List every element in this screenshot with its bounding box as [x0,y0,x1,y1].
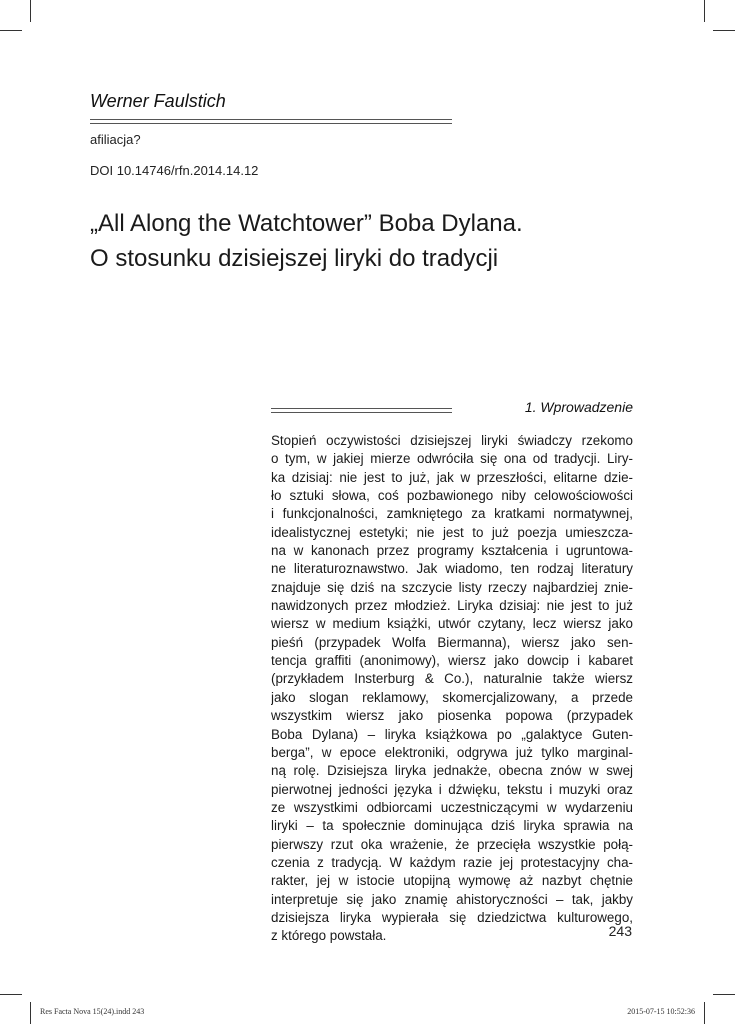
crop-mark [30,1002,31,1024]
text-line: pierwotnej jedności języka i dźwięku, tekstu i muzyki oraz [271,781,633,797]
author-rule [90,119,452,124]
text-line: ło sztuki słowa, coś pozbawionego niby celowościowości [271,488,633,504]
crop-mark [713,994,735,995]
author-name: Werner Faulstich [90,91,226,111]
doi: DOI 10.14746/rfn.2014.14.12 [90,163,259,178]
text-line: nawidzonych przez młodzież. Liryka dzisiaj: nie jest to już [271,598,633,614]
text-line: wiersz w medium książki, utwór czytany, lecz wiersz jako [271,616,633,632]
text-line: Stopień oczywistości dzisiejszej liryki świadczy rzekomo [271,433,633,448]
page-number: 243 [608,923,632,939]
crop-mark [704,0,705,22]
affiliation: afiliacja? [90,132,141,147]
text-line: i funkcjonalności, zamkniętego za kratkami normatywnej, [271,506,633,522]
text-line: wszystkim wiersz jako piosenka popowa (przypadek [271,708,633,724]
file-slug: Res Facta Nova 15(24).indd 243 [40,1007,145,1016]
section-heading: 1. Wprowadzenie [524,399,633,415]
text-line: ze wszystkimi odbiorcami uczestniczącymi w wydarzeniu [271,799,633,815]
text-line: na w kanonach przez programy kształcenia i ugruntowa- [271,543,633,559]
text-line: ną rolę. Dzisiejsza liryka jednakże, obecna znów w swej [271,763,633,779]
crop-mark [704,1002,705,1024]
text-line: czenia z tradycją. W każdym razie jej protestacyjny cha- [271,854,633,870]
text-line: berga”, w epoce elektroniki, odgrywa już tylko marginal- [271,744,633,760]
text-line: (przykładem Insterburg & Co.), naturalnie także wiersz [271,671,633,687]
text-line: Boba Dylana) – liryka książkowa po „galaktyce Guten- [271,726,633,742]
text-line: ka dzisiaj: nie jest to już, jak w przeszłości, elitarne dzie- [271,469,633,485]
text-line: idealistycznej estetyki; nie jest to już poezja umieszcza- [271,524,633,540]
crop-mark [30,0,31,22]
section-rule [271,408,452,413]
crop-mark [0,30,22,31]
text-line: liryki – ta społecznie dominująca dziś liryka sprawia na [271,818,633,834]
crop-mark [0,994,22,995]
print-timestamp: 2015-07-15 10:52:36 [627,1007,695,1016]
article-title [90,206,650,276]
text-line: tencja graffiti (anonimowy), wiersz jako dowcip i kabaret [271,653,633,669]
text-line: z którego powstała. [271,928,387,944]
text-line: interpretuje się jako znamię ahistoryczności – tak, jakby [271,891,633,907]
text-line: jako slogan reklamowy, skomercjalizowany, a przede [271,689,633,705]
title-line: O stosunku dzisiejszej liryki do tradycji [90,245,499,272]
text-line: znajduje się dziś na szczycie listy rzeczy najbardziej znie- [271,579,633,595]
text-line: pieśń (przypadek Wolfa Biermanna), wiersz jako sen- [271,634,633,650]
text-line: dzisiejsza liryka wypierała się dziedzictwa kulturowego, [271,909,633,925]
text-line: ne literaturoznawstwo. Jak wiadomo, ten rodzaj literatury [271,561,633,577]
text-line: pierwszy rzut oka wrażenie, że przecięła wszystkie połą- [271,836,633,852]
crop-mark [713,30,735,31]
body-paragraph [271,432,633,946]
text-line: rakter, jej w istocie utopijną wymowę aż nazbyt chętnie [271,873,633,889]
title-line: „All Along the Watchtower” Boba Dylana. [90,210,523,237]
text-line: o tym, w jakiej mierze odwróciła się ona od tradycji. Liry- [271,451,633,467]
